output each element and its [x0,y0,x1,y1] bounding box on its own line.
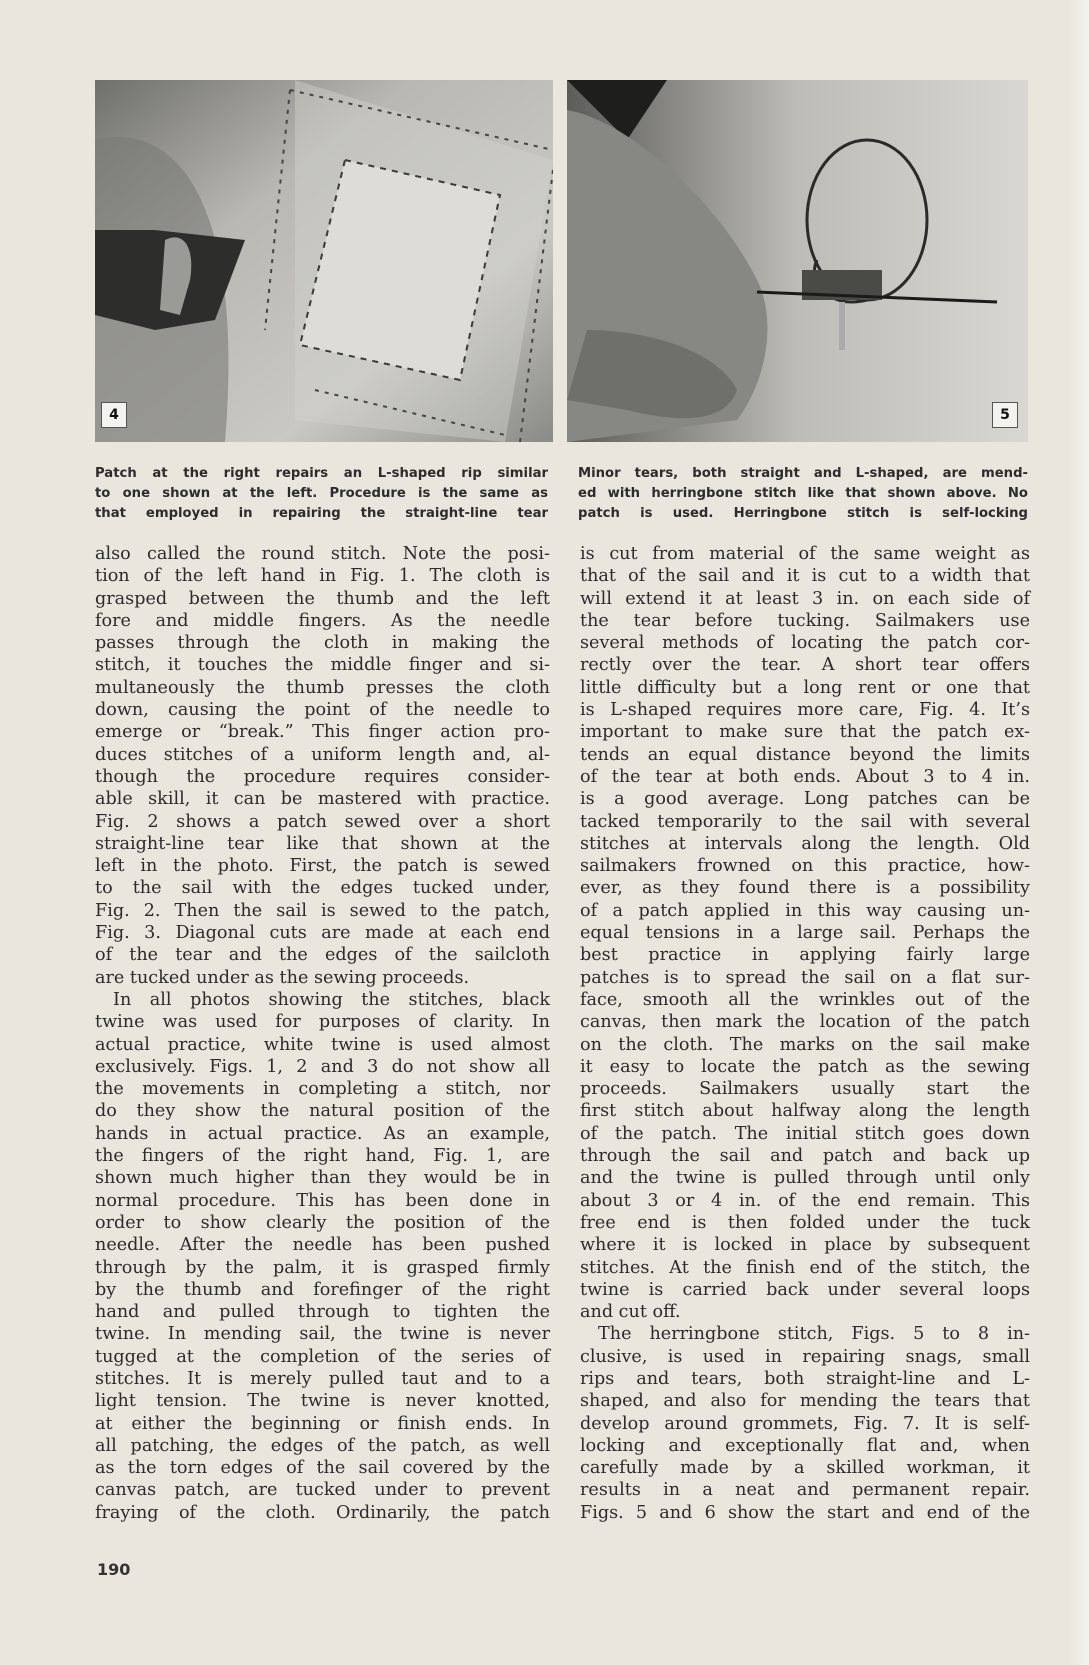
text-line: by the thumb and forefinger of the right [95,1279,550,1300]
text-line: through the sail and patch and back up [580,1146,1030,1167]
text-line: though the procedure requires consider- [95,766,550,787]
text-line: emerge or “break.” This finger action pro- [95,722,550,743]
text-line: Fig. 3. Diagonal cuts are made at each end [95,923,550,944]
text-line: do they show the natural position of the [95,1101,550,1122]
text-line: of the patch. The initial stitch goes down [580,1123,1030,1144]
text-line: stitches. At the finish end of the stitch, the [580,1257,1030,1278]
text-line: rips and tears, both straight-line and L- [580,1368,1030,1389]
text-line: also called the round stitch. Note the posi- [95,544,550,564]
text-line: duces stitches of a uniform length and, al- [95,744,550,765]
figure-4-photo [95,80,553,442]
text-line: order to show clearly the position of the [95,1212,550,1233]
text-line: shown much higher than they would be in [95,1168,550,1189]
text-line: face, smooth all the wrinkles out of the [580,989,1030,1010]
text-line: left in the photo. First, the patch is sewed [95,856,550,877]
text-line: is a good average. Long patches can be [580,789,1030,810]
caption-line: to one shown at the left. Procedure is the same as [95,486,548,501]
text-line: several methods of locating the patch cor- [580,633,1030,654]
text-line: stitches at intervals along the length. Old [580,833,1030,854]
text-line: stitches. It is merely pulled taut and to a [95,1368,550,1389]
figure-number-badge: 5 [992,402,1018,428]
text-line: are tucked under as the sewing proceeds. [95,967,470,988]
text-line: little difficulty but a long rent or one that [580,677,1030,698]
text-line: results in a neat and permanent repair. [580,1480,1030,1501]
text-line: straight-line tear like that shown at the [95,833,550,854]
text-line: grasped between the thumb and the left [95,588,550,609]
text-line: tion of the left hand in Fig. 1. The cloth is [95,566,550,587]
text-line: is cut from material of the same weight as [580,544,1030,564]
text-line: tugged at the completion of the series of [95,1346,550,1367]
text-line: Fig. 2 shows a patch sewed over a short [95,811,550,832]
text-line: down, causing the point of the needle to [95,700,550,721]
text-line: rectly over the tear. A short tear offers [580,655,1030,676]
text-line: all patching, the edges of the patch, as well [95,1435,550,1456]
text-line: sailmakers frowned on this practice, how- [580,856,1030,877]
text-line: on the cloth. The marks on the sail make [580,1034,1030,1055]
caption-line: Minor tears, both straight and L-shaped, are mend- [578,466,1028,481]
text-line: it easy to locate the patch as the sewing [580,1056,1030,1077]
herringbone-stitch-photo-illustration [567,80,1028,442]
text-line: actual practice, white twine is used almost [95,1034,550,1055]
text-line: twine is carried back under several loops [580,1279,1030,1300]
text-line: multaneously the thumb presses the cloth [95,677,550,698]
text-line: important to make sure that the patch ex- [580,722,1030,743]
text-line: the fingers of the right hand, Fig. 1, are [95,1146,550,1167]
page-edge-shade [1067,0,1089,1665]
text-line: The herringbone stitch, Figs. 5 to 8 in- [598,1324,1030,1345]
caption-line: patch is used. Herringbone stitch is self-locking [578,506,1028,521]
text-line: able skill, it can be mastered with practice. [95,789,550,810]
text-line: In all photos showing the stitches, black [113,989,550,1010]
text-line: and cut off. [580,1302,681,1323]
text-line: is L-shaped requires more care, Fig. 4. It’s [580,700,1030,721]
text-line: shaped, and also for mending the tears that [580,1391,1030,1412]
text-line: canvas, then mark the location of the patch [580,1012,1030,1033]
figure-number-badge: 4 [101,402,127,428]
text-line: develop around grommets, Fig. 7. It is self- [580,1413,1030,1434]
text-line: will extend it at least 3 in. on each side of [580,588,1030,609]
text-line: stitch, it touches the middle finger and si- [95,655,550,676]
text-line: as the torn edges of the sail covered by the [95,1458,550,1479]
left-text-column [95,543,550,1524]
text-line: fore and middle fingers. As the needle [95,610,550,631]
text-line: free end is then folded under the tuck [580,1212,1030,1233]
text-line: tends an equal distance beyond the limits [580,744,1030,765]
text-line: proceeds. Sailmakers usually start the [580,1079,1030,1100]
text-line: about 3 or 4 in. of the end remain. This [580,1190,1030,1211]
text-line: of the tear and the edges of the sailcloth [95,945,550,966]
text-line: light tension. The twine is never knotted, [95,1391,550,1412]
text-line: and the twine is pulled through until only [580,1168,1030,1189]
text-line: clusive, is used in repairing snags, small [580,1346,1030,1367]
text-line: carefully made by a skilled workman, it [580,1458,1030,1479]
text-line: best practice in applying fairly large [580,945,1030,966]
text-line: hand and pulled through to tighten the [95,1302,550,1323]
text-line: the tear before tucking. Sailmakers use [580,610,1030,631]
text-line: the movements in completing a stitch, nor [95,1079,550,1100]
figure-5-caption [578,464,1028,524]
text-line: twine was used for purposes of clarity. In [95,1012,550,1033]
text-line: exclusively. Figs. 1, 2 and 3 do not show all [95,1056,550,1077]
text-line: equal tensions in a large sail. Perhaps the [580,923,1030,944]
caption-line: ed with herringbone stitch like that shown above. No [578,486,1028,501]
text-line: fraying of the cloth. Ordinarily, the patch [95,1502,550,1523]
text-line: normal procedure. This has been done in [95,1190,550,1211]
figure-5-photo [567,80,1028,442]
text-line: of a patch applied in this way causing un- [580,900,1030,921]
text-line: to the sail with the edges tucked under, [95,878,550,899]
text-line: that of the sail and it is cut to a width that [580,566,1030,587]
right-text-column [580,543,1030,1524]
text-line: locking and exceptionally flat and, when [580,1435,1030,1456]
text-line: at either the beginning or finish ends. In [95,1413,550,1434]
text-line: of the tear at both ends. About 3 to 4 in. [580,766,1030,787]
text-line: twine. In mending sail, the twine is never [95,1324,550,1345]
text-line: needle. After the needle has been pushed [95,1235,550,1256]
patch-photo-illustration [95,80,553,442]
text-line: canvas patch, are tucked under to prevent [95,1480,550,1501]
text-line: passes through the cloth in making the [95,633,550,654]
figure-4-caption [95,464,548,524]
text-line: first stitch about halfway along the length [580,1101,1030,1122]
page-number: 190 [97,1560,131,1579]
text-line: tacked temporarily to the sail with several [580,811,1030,832]
text-line: Figs. 5 and 6 show the start and end of the [580,1502,1030,1523]
caption-line: that employed in repairing the straight-line tear [95,506,548,521]
text-line: through by the palm, it is grasped firmly [95,1257,550,1278]
text-line: ever, as they found there is a possibility [580,878,1030,899]
caption-line: Patch at the right repairs an L-shaped rip similar [95,466,548,481]
text-line: where it is locked in place by subsequent [580,1235,1030,1256]
text-line: hands in actual practice. As an example, [95,1123,550,1144]
text-line: Fig. 2. Then the sail is sewed to the patch, [95,900,550,921]
text-line: patches is to spread the sail on a flat sur- [580,967,1030,988]
